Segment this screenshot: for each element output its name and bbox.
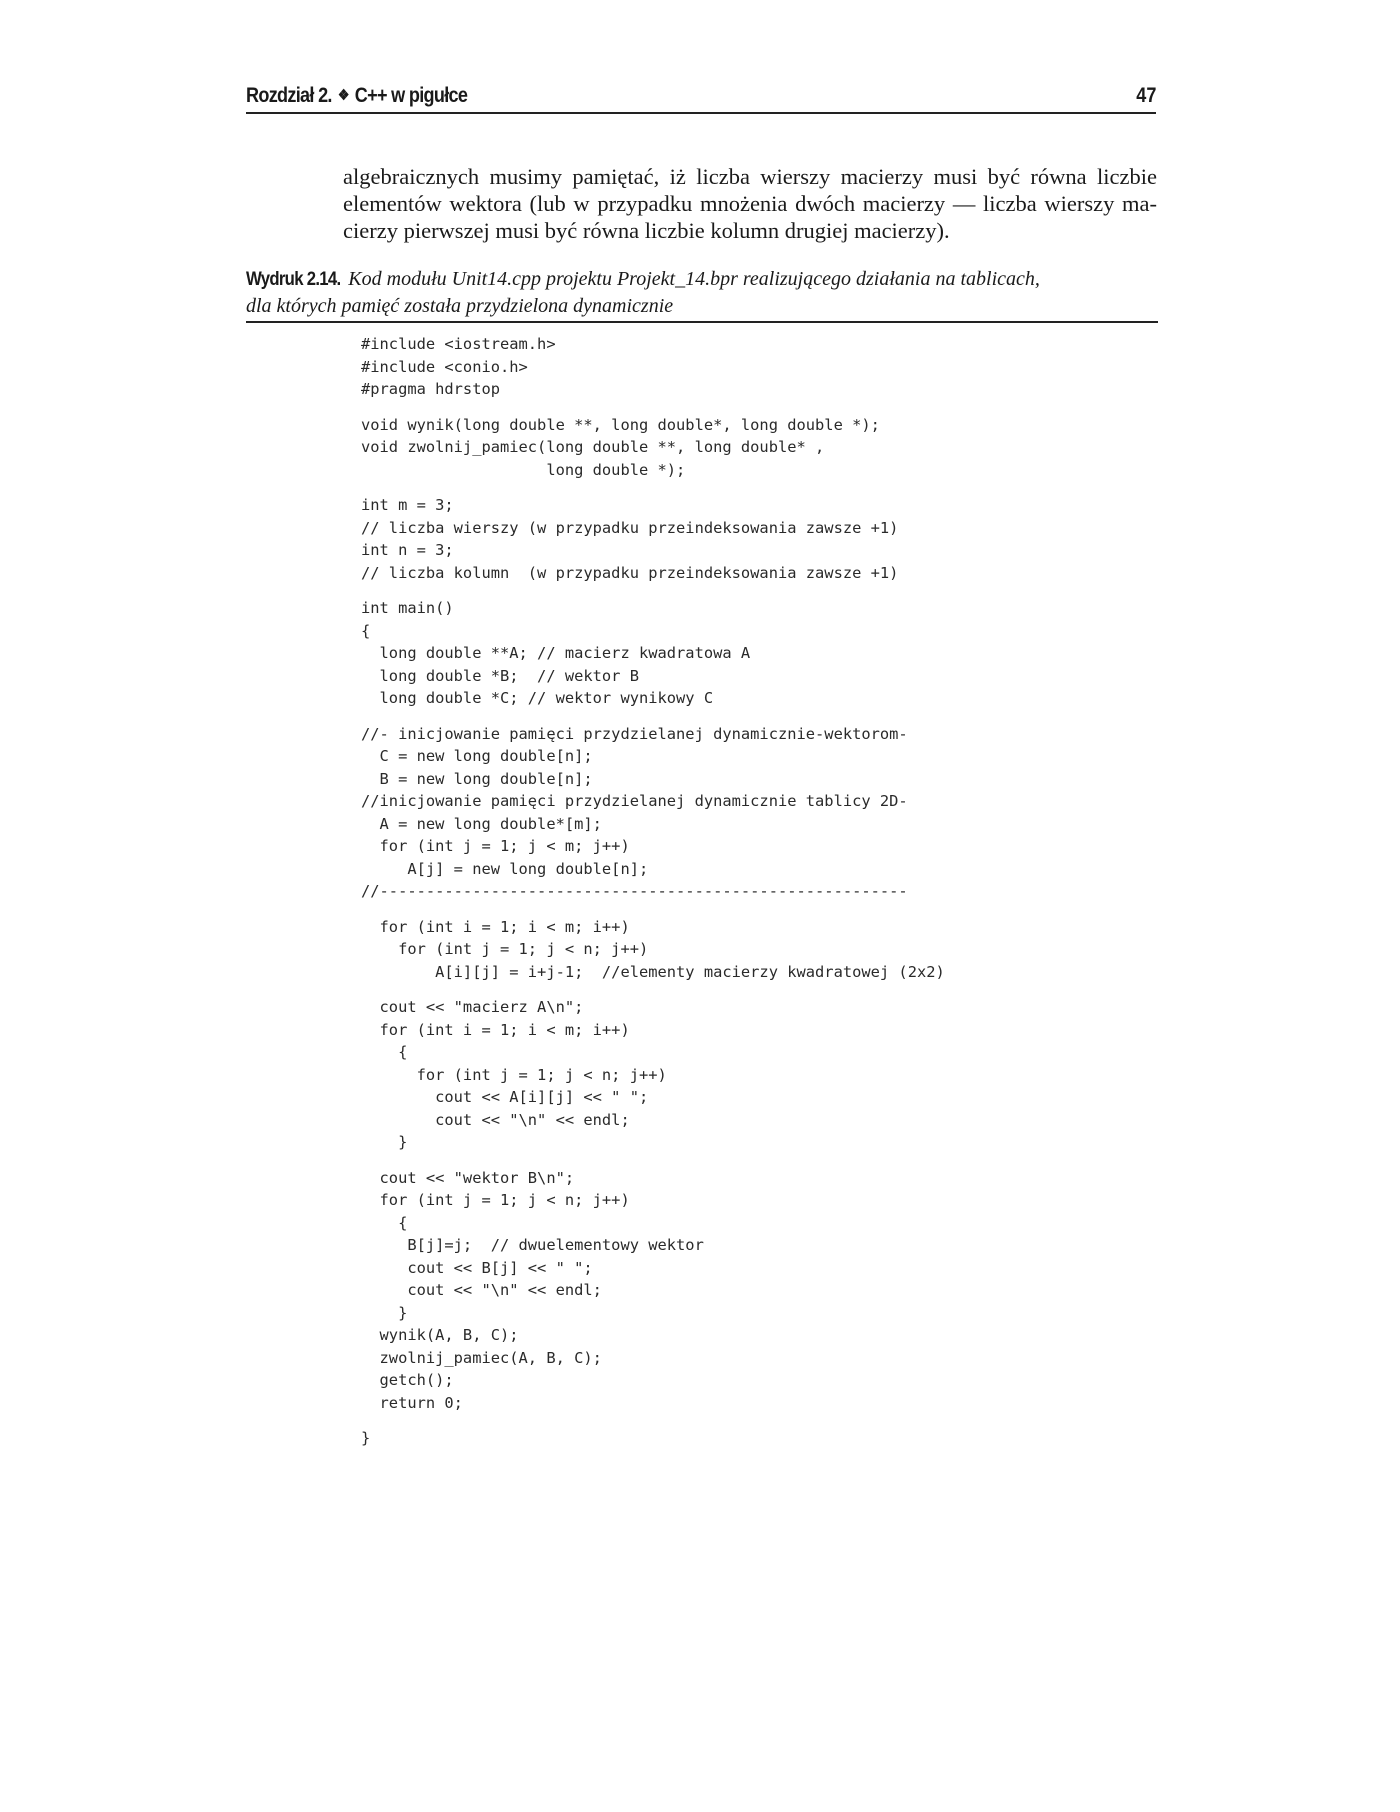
code-line: cout << "\n" << endl; xyxy=(361,1281,602,1299)
code-line: #include <conio.h> xyxy=(361,357,528,376)
code-line: // liczba wierszy (w przypadku przeindeksowania zawsze +1) xyxy=(361,518,899,537)
code-line: for (int j = 1; j < n; j++) xyxy=(361,940,649,958)
page-number: 47 xyxy=(1135,84,1156,107)
code-line: long double *B; // wektor B xyxy=(361,666,639,685)
code-line: cout << B[j] << " "; xyxy=(361,1258,593,1277)
code-line: { xyxy=(361,621,371,640)
code-line: void wynik(long double **, long double*, long double *); xyxy=(361,415,880,434)
listing-label: Wydruk 2.14. xyxy=(246,269,341,290)
code-line: for (int i = 1; i < m; i++) xyxy=(361,1020,630,1039)
code-block-gap xyxy=(361,710,945,723)
code-block-gap xyxy=(361,903,945,916)
code-line: long double **A; // macierz kwadratowa A xyxy=(361,644,751,662)
code-listing xyxy=(361,333,945,1450)
code-line: { xyxy=(361,1043,408,1061)
code-line: } xyxy=(361,1429,371,1447)
code-line: { xyxy=(361,1213,408,1232)
code-line: int n = 3; xyxy=(361,541,454,559)
code-line: getch(); xyxy=(361,1371,454,1389)
code-line: B = new long double[n]; xyxy=(361,769,593,788)
body-paragraph xyxy=(343,163,1157,244)
code-line: C = new long double[n]; xyxy=(361,747,593,765)
code-line: for (int j = 1; j < n; j++) xyxy=(361,1191,630,1209)
code-line: //inicjowanie pamięci przydzielanej dynamicznie tablicy 2D- xyxy=(361,792,908,810)
code-line: #include <iostream.h> xyxy=(361,335,556,353)
diamond-icon: ❖ xyxy=(337,87,349,104)
code-line: void zwolnij_pamiec(long double **, long double* , xyxy=(361,438,825,456)
code-line: for (int j = 1; j < n; j++) xyxy=(361,1065,667,1084)
chapter-title xyxy=(246,84,467,108)
code-line: //- inicjowanie pamięci przydzielanej dynamicznie-wektorom- xyxy=(361,724,908,743)
code-block-gap xyxy=(361,983,945,996)
code-line: A = new long double*[m]; xyxy=(361,814,602,833)
running-header xyxy=(246,84,1156,114)
listing-caption-line: dla których pamięć została przydzielona dynamicznie xyxy=(246,295,674,317)
code-line: for (int j = 1; j < m; j++) xyxy=(361,837,630,855)
code-line: A[j] = new long double[n]; xyxy=(361,859,649,878)
code-line: cout << A[i][j] << " "; xyxy=(361,1088,649,1106)
code-block-gap xyxy=(361,1414,945,1427)
code-line: return 0; xyxy=(361,1393,463,1412)
code-line: long double *); xyxy=(361,460,686,479)
code-line: #pragma hdrstop xyxy=(361,380,500,398)
code-line: int main() xyxy=(361,599,454,617)
code-line: wynik(A, B, C); xyxy=(361,1326,519,1344)
code-line: zwolnij_pamiec(A, B, C); xyxy=(361,1348,602,1367)
code-line: for (int i = 1; i < m; i++) xyxy=(361,917,630,936)
code-block-gap xyxy=(361,481,945,494)
code-line: } xyxy=(361,1133,408,1151)
code-line: cout << "\n" << endl; xyxy=(361,1110,630,1129)
code-line: long double *C; // wektor wynikowy C xyxy=(361,689,714,707)
code-line: //--------------------------------------------------------- xyxy=(361,882,908,900)
code-line: cout << "macierz A\n"; xyxy=(361,998,584,1016)
code-block-gap xyxy=(361,401,945,414)
code-line: A[i][j] = i+j-1; //elementy macierzy kwadratowej (2x2) xyxy=(361,962,945,981)
code-block-gap xyxy=(361,1154,945,1167)
listing-caption-line: Kod modułu Unit14.cpp projektu Projekt_14.bpr realizującego działania na tablicach, xyxy=(348,268,1040,290)
paragraph-line: algebraicznych musimy pamiętać, iż liczba wierszy macierzy musi być równa liczbie xyxy=(343,164,1157,189)
paragraph-line: cierzy pierwszej musi być równa liczbie kolumn drugiej macierzy). xyxy=(343,218,950,243)
section-title: C++ w pigułce xyxy=(354,84,468,107)
code-line: } xyxy=(361,1303,408,1322)
code-line: cout << "wektor B\n"; xyxy=(361,1168,575,1187)
listing-caption xyxy=(246,266,1158,323)
code-line: B[j]=j; // dwuelementowy wektor xyxy=(361,1236,704,1254)
paragraph-line: elementów wektora (lub w przypadku mnożenia dwóch macierzy — liczba wierszy ma- xyxy=(343,191,1157,216)
code-line: int m = 3; xyxy=(361,496,454,514)
code-block-gap xyxy=(361,584,945,597)
chapter-number: Rozdział 2. xyxy=(246,84,332,107)
code-line: // liczba kolumn (w przypadku przeindeksowania zawsze +1) xyxy=(361,563,899,582)
